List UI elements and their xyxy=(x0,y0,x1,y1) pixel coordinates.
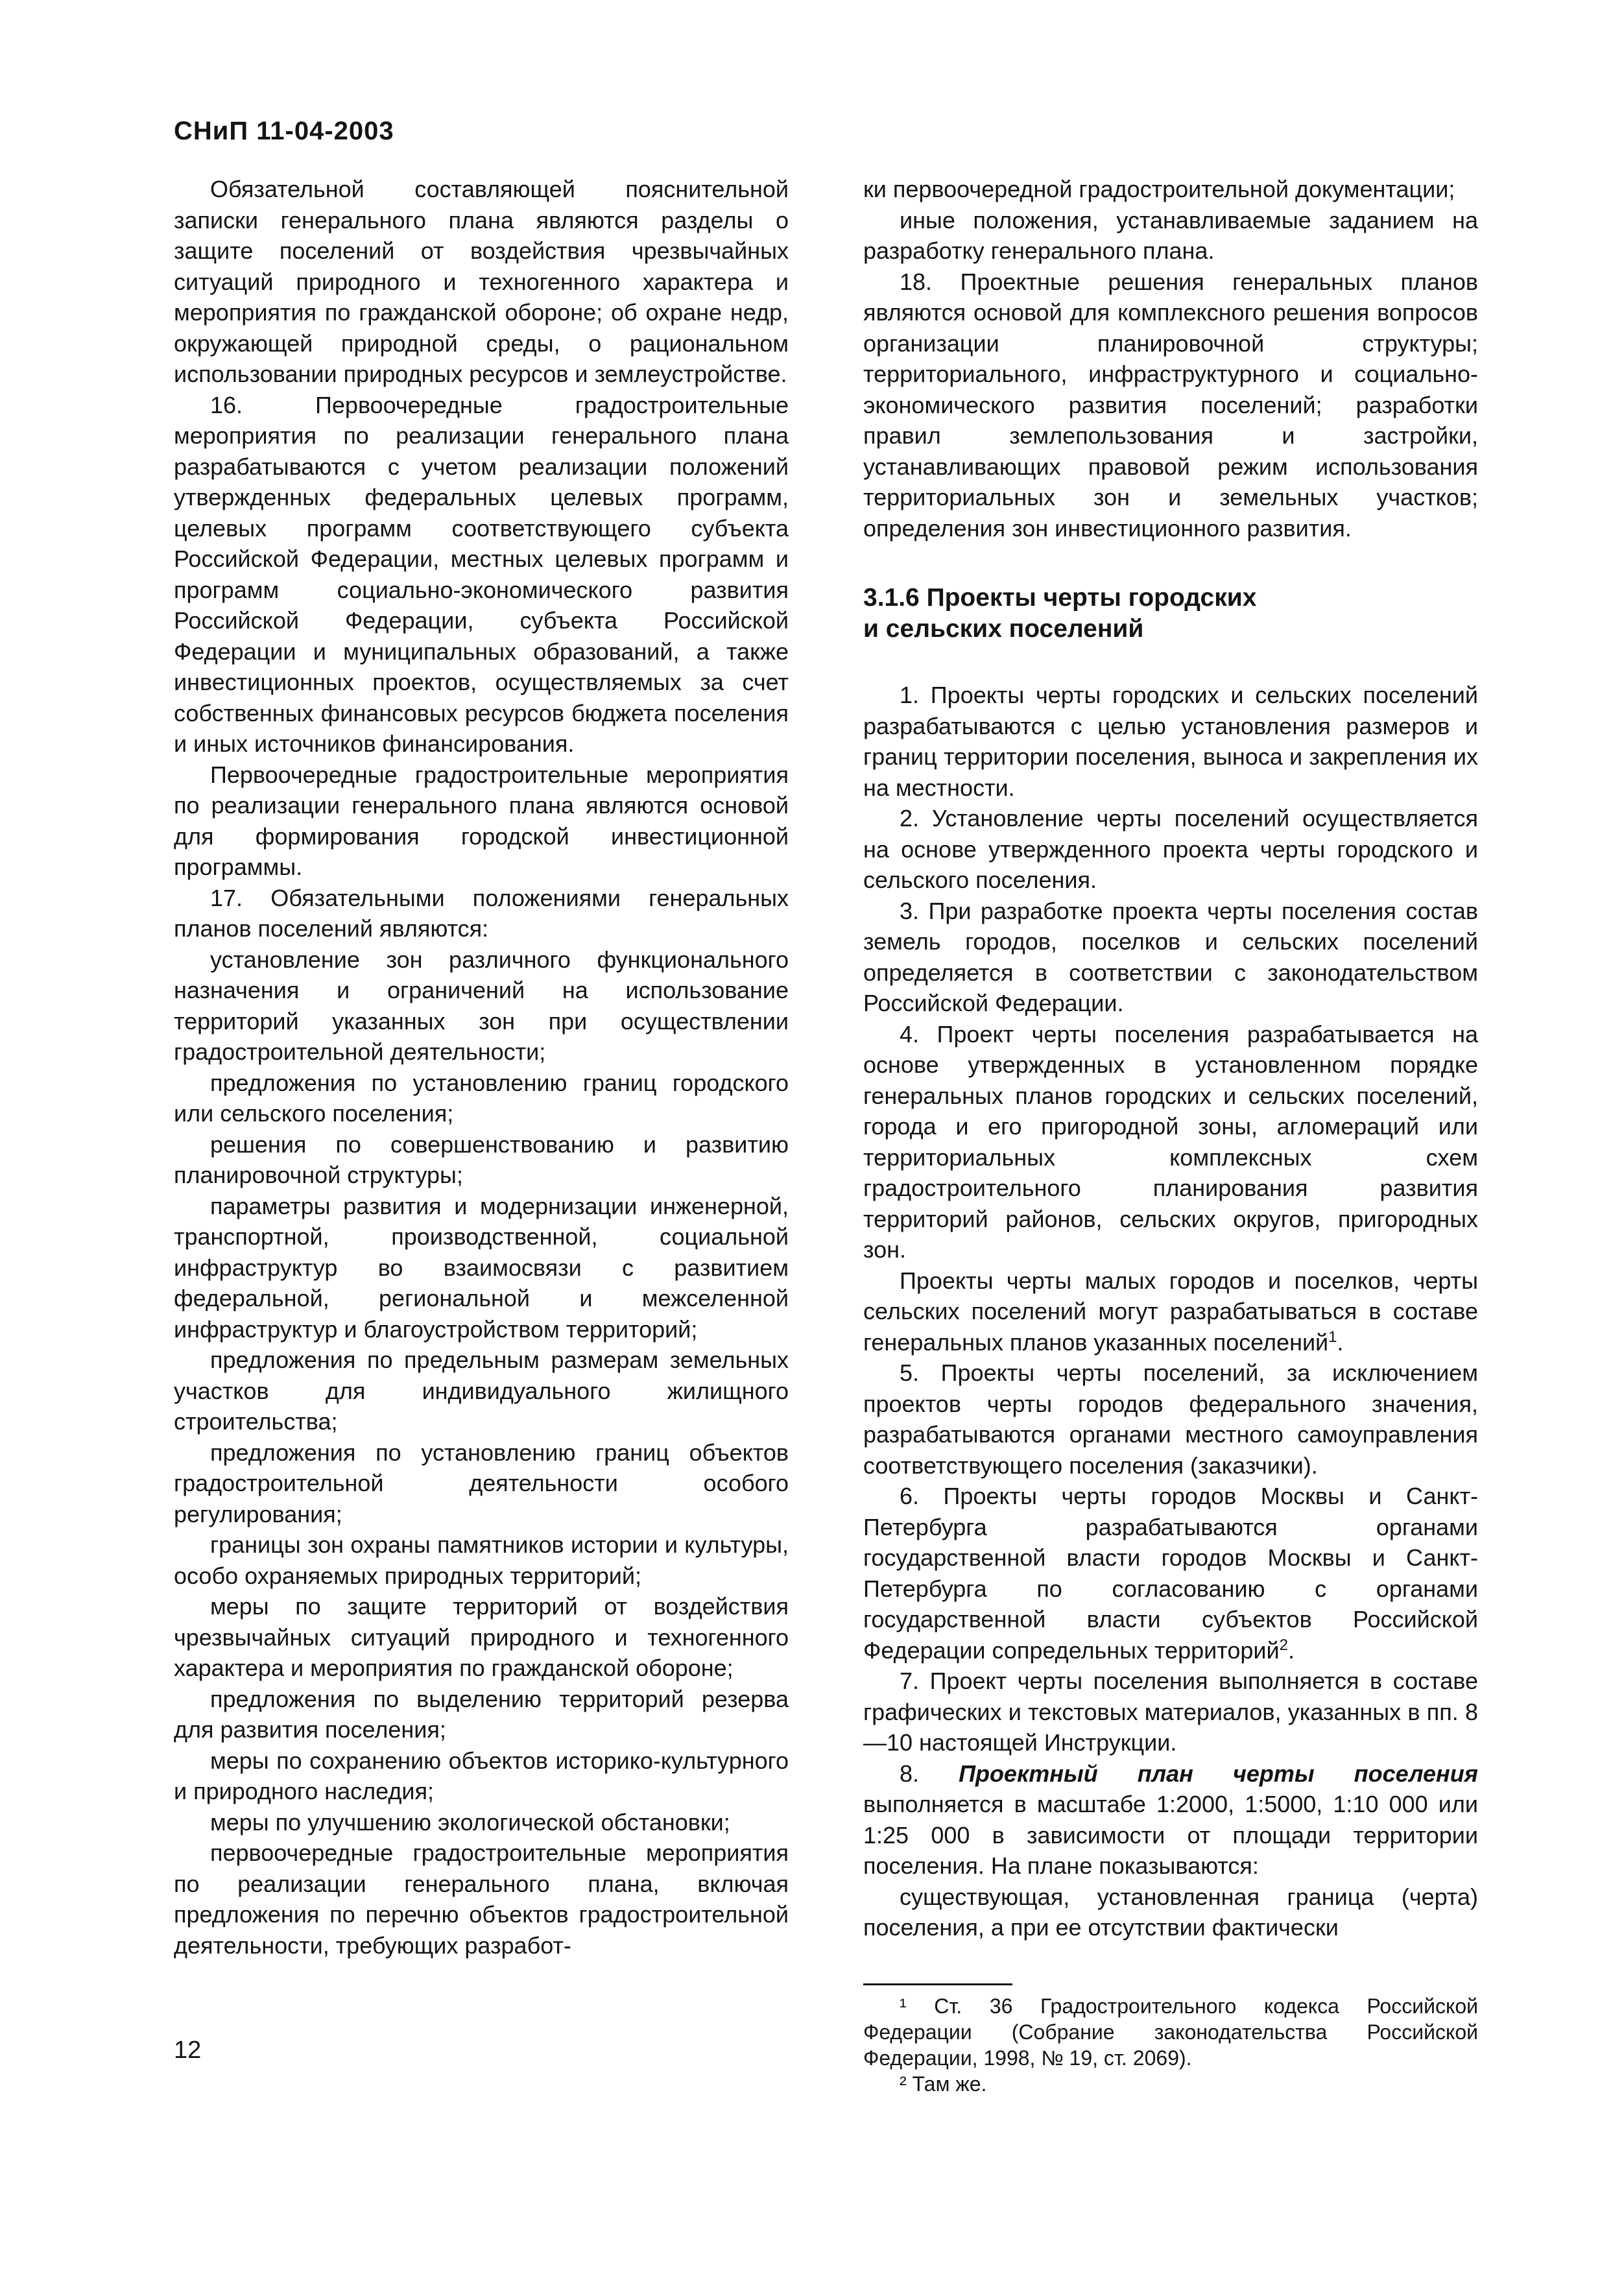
paragraph: 6. Проекты черты городов Москвы и Санкт-Петербурга разрабатываются органами государственной власти городов Москвы и Санкт-Петербурга по согласованию с органами государственной власти субъектов Российской Федерации сопредельных территорий$^2$. xyxy=(863,1483,1478,1664)
footnote-ref-1[interactable]: 1 xyxy=(1328,1328,1337,1346)
section-heading-line: и сельских поселений xyxy=(863,615,1144,643)
paragraph: 4. Проект черты поселения разрабатывается на основе утвержденных в установленном порядке генеральных планов городских и сельских поселений, города и его пригородной зоны, агломераций или территориальных комплексных схем градостроительного планирования развития территорий районов, сельских округов, пригородных зон. xyxy=(863,1020,1478,1263)
list-item: предложения по установлению границ объектов градостроительной деятельности особого регулирования; xyxy=(174,1439,789,1527)
paragraph: 5. Проекты черты поселений, за исключением проектов черты городов федерального значения, разрабатываются органами местного самоуправления соответствующего поселения (заказчики). xyxy=(863,1359,1478,1479)
list-item: иные положения, устанавливаемые заданием на разработку генерального плана. xyxy=(863,206,1478,264)
list-item: предложения по предельным размерам земельных участков для индивидуального жилищного строительства; xyxy=(174,1346,789,1435)
paragraph: 1. Проекты черты городских и сельских поселений разрабатываются с целью установления размеров и границ территории поселения, выноса и закрепления их на местности. xyxy=(863,682,1478,801)
emphasized-term: Проектный план черты поселения xyxy=(959,1760,1478,1787)
section-heading xyxy=(863,582,1478,645)
footnote-1: ¹ Ст. 36 Градостроительного кодекса Российской Федерации (Собрание законодательства Российской Федерации, 1998, № 19, ст. 2069). xyxy=(863,1994,1478,2070)
list-item: первоочередные градостроительные мероприятия по реализации генерального плана, включая предложения по перечню объектов градостроительной деятельности, требующих разработ- xyxy=(174,1839,789,1959)
right-column xyxy=(863,174,1478,2097)
paragraph-continuation: ки первоочередной градостроительной документации; xyxy=(863,176,1455,202)
paragraph: 18. Проектные решения генеральных планов являются основой для комплексного решения вопросов организации планировочной структуры; территориального, инфраструктурного и социально-экономического развития поселений; разработки правил землепользования и застройки, устанавливающих правовой режим использования территориальных зон и земельных участков; определения зон инвестиционного развития. xyxy=(863,268,1478,542)
list-item: установление зон различного функционального назначения и ограничений на использование территорий указанных зон при осуществлении градостроительной деятельности; xyxy=(174,946,789,1065)
item-number: 8. xyxy=(900,1760,920,1787)
list-item: решения по совершенствованию и развитию планировочной структуры; xyxy=(174,1131,789,1188)
paragraph: 2. Установление черты поселений осуществляется на основе утвержденного проекта черты городского и сельского поселения. xyxy=(863,805,1478,893)
paragraph: 7. Проект черты поселения выполняется в составе графических и текстовых материалов, указанных в пп. 8—10 настоящей Инструкции. xyxy=(863,1668,1478,1756)
left-column xyxy=(174,174,789,1961)
footnote-2: ² Там же. xyxy=(900,2072,987,2096)
paragraph-text: Проекты черты малых городов и поселков, черты сельских поселений могут разрабатываться в составе генеральных планов указанных поселений xyxy=(863,1267,1478,1356)
paragraph: Первоочередные градостроительные мероприятия по реализации генерального плана являются основой для формирования городской инвестиционной программы. xyxy=(174,761,789,880)
document-header: СНиП 11-04-2003 xyxy=(174,117,394,145)
paragraph-text: 6. Проекты черты городов Москвы и Санкт-Петербурга разрабатываются органами государственной власти городов Москвы и Санкт-Петербурга по согласованию с органами государственной власти субъектов Российской Федерации сопредельных территорий xyxy=(863,1483,1478,1664)
section-heading-line: 3.1.6 Проекты черты городских xyxy=(863,584,1257,612)
footnote-divider xyxy=(863,1983,1012,1985)
list-item: параметры развития и модернизации инженерной, транспортной, производственной, социальной инфраструктур во взаимосвязи с развитием федеральной, региональной и межселенной инфраструктур и благоустройством территорий; xyxy=(174,1192,789,1343)
paragraph: 16. Первоочередные градостроительные мероприятия по реализации генерального плана разрабатываются с учетом реализации положений утвержденных федеральных целевых программ, целевых программ соответствующего субъекта Российской Федерации, местных целевых программ и программ социально-экономического развития Российской Федерации, субъекта Российской Федерации и муниципальных образований, а также инвестиционных проектов, осуществляемых за счет собственных финансовых ресурсов бюджета поселения и иных источников финансирования. xyxy=(174,391,789,757)
paragraph: 3. При разработке проекта черты поселения состав земель городов, поселков и сельских поселений определяется в соответствии с законодательством Российской Федерации. xyxy=(863,897,1478,1016)
footnote-ref-2[interactable]: 2 xyxy=(1279,1636,1288,1654)
footnotes xyxy=(863,1993,1478,2097)
list-item: границы зон охраны памятников истории и культуры, особо охраняемых природных территорий; xyxy=(174,1531,789,1589)
list-item: меры по улучшению экологической обстановки; xyxy=(210,1808,730,1836)
paragraph xyxy=(863,1758,1478,1882)
paragraph: Проекты черты малых городов и поселков, черты сельских поселений могут разрабатываться в составе генеральных планов указанных поселений$^1$. xyxy=(863,1267,1478,1356)
paragraph: существующая, установленная граница (черта) поселения, а при ее отсутствии фактически xyxy=(863,1883,1478,1941)
page-number: 12 xyxy=(174,2037,202,2064)
list-item: предложения по установлению границ городского или сельского поселения; xyxy=(174,1069,789,1127)
paragraph: Обязательной составляющей пояснительной записки генерального плана являются разделы о защите поселений от воздействия чрезвычайных ситуаций природного и техногенного характера и мероприятия по гражданской обороне; об охране недр, окружающей природной среды, о рациональном использовании природных ресурсов и землеустройстве. xyxy=(174,176,789,387)
list-item: предложения по выделению территорий резерва для развития поселения; xyxy=(174,1685,789,1743)
paragraph-text: выполняется в масштабе 1:2000, 1:5000, 1:10 000 или 1:25 000 в зависимости от площади территории поселения. На плане показываются: xyxy=(863,1791,1478,1879)
paragraph: 17. Обязательными положениями генеральных планов поселений являются: xyxy=(174,884,789,942)
list-item: меры по сохранению объектов историко-культурного и природного наследия; xyxy=(174,1747,789,1804)
list-item: меры по защите территорий от воздействия чрезвычайных ситуаций природного и техногенного характера и мероприятия по гражданской обороне; xyxy=(174,1593,789,1681)
